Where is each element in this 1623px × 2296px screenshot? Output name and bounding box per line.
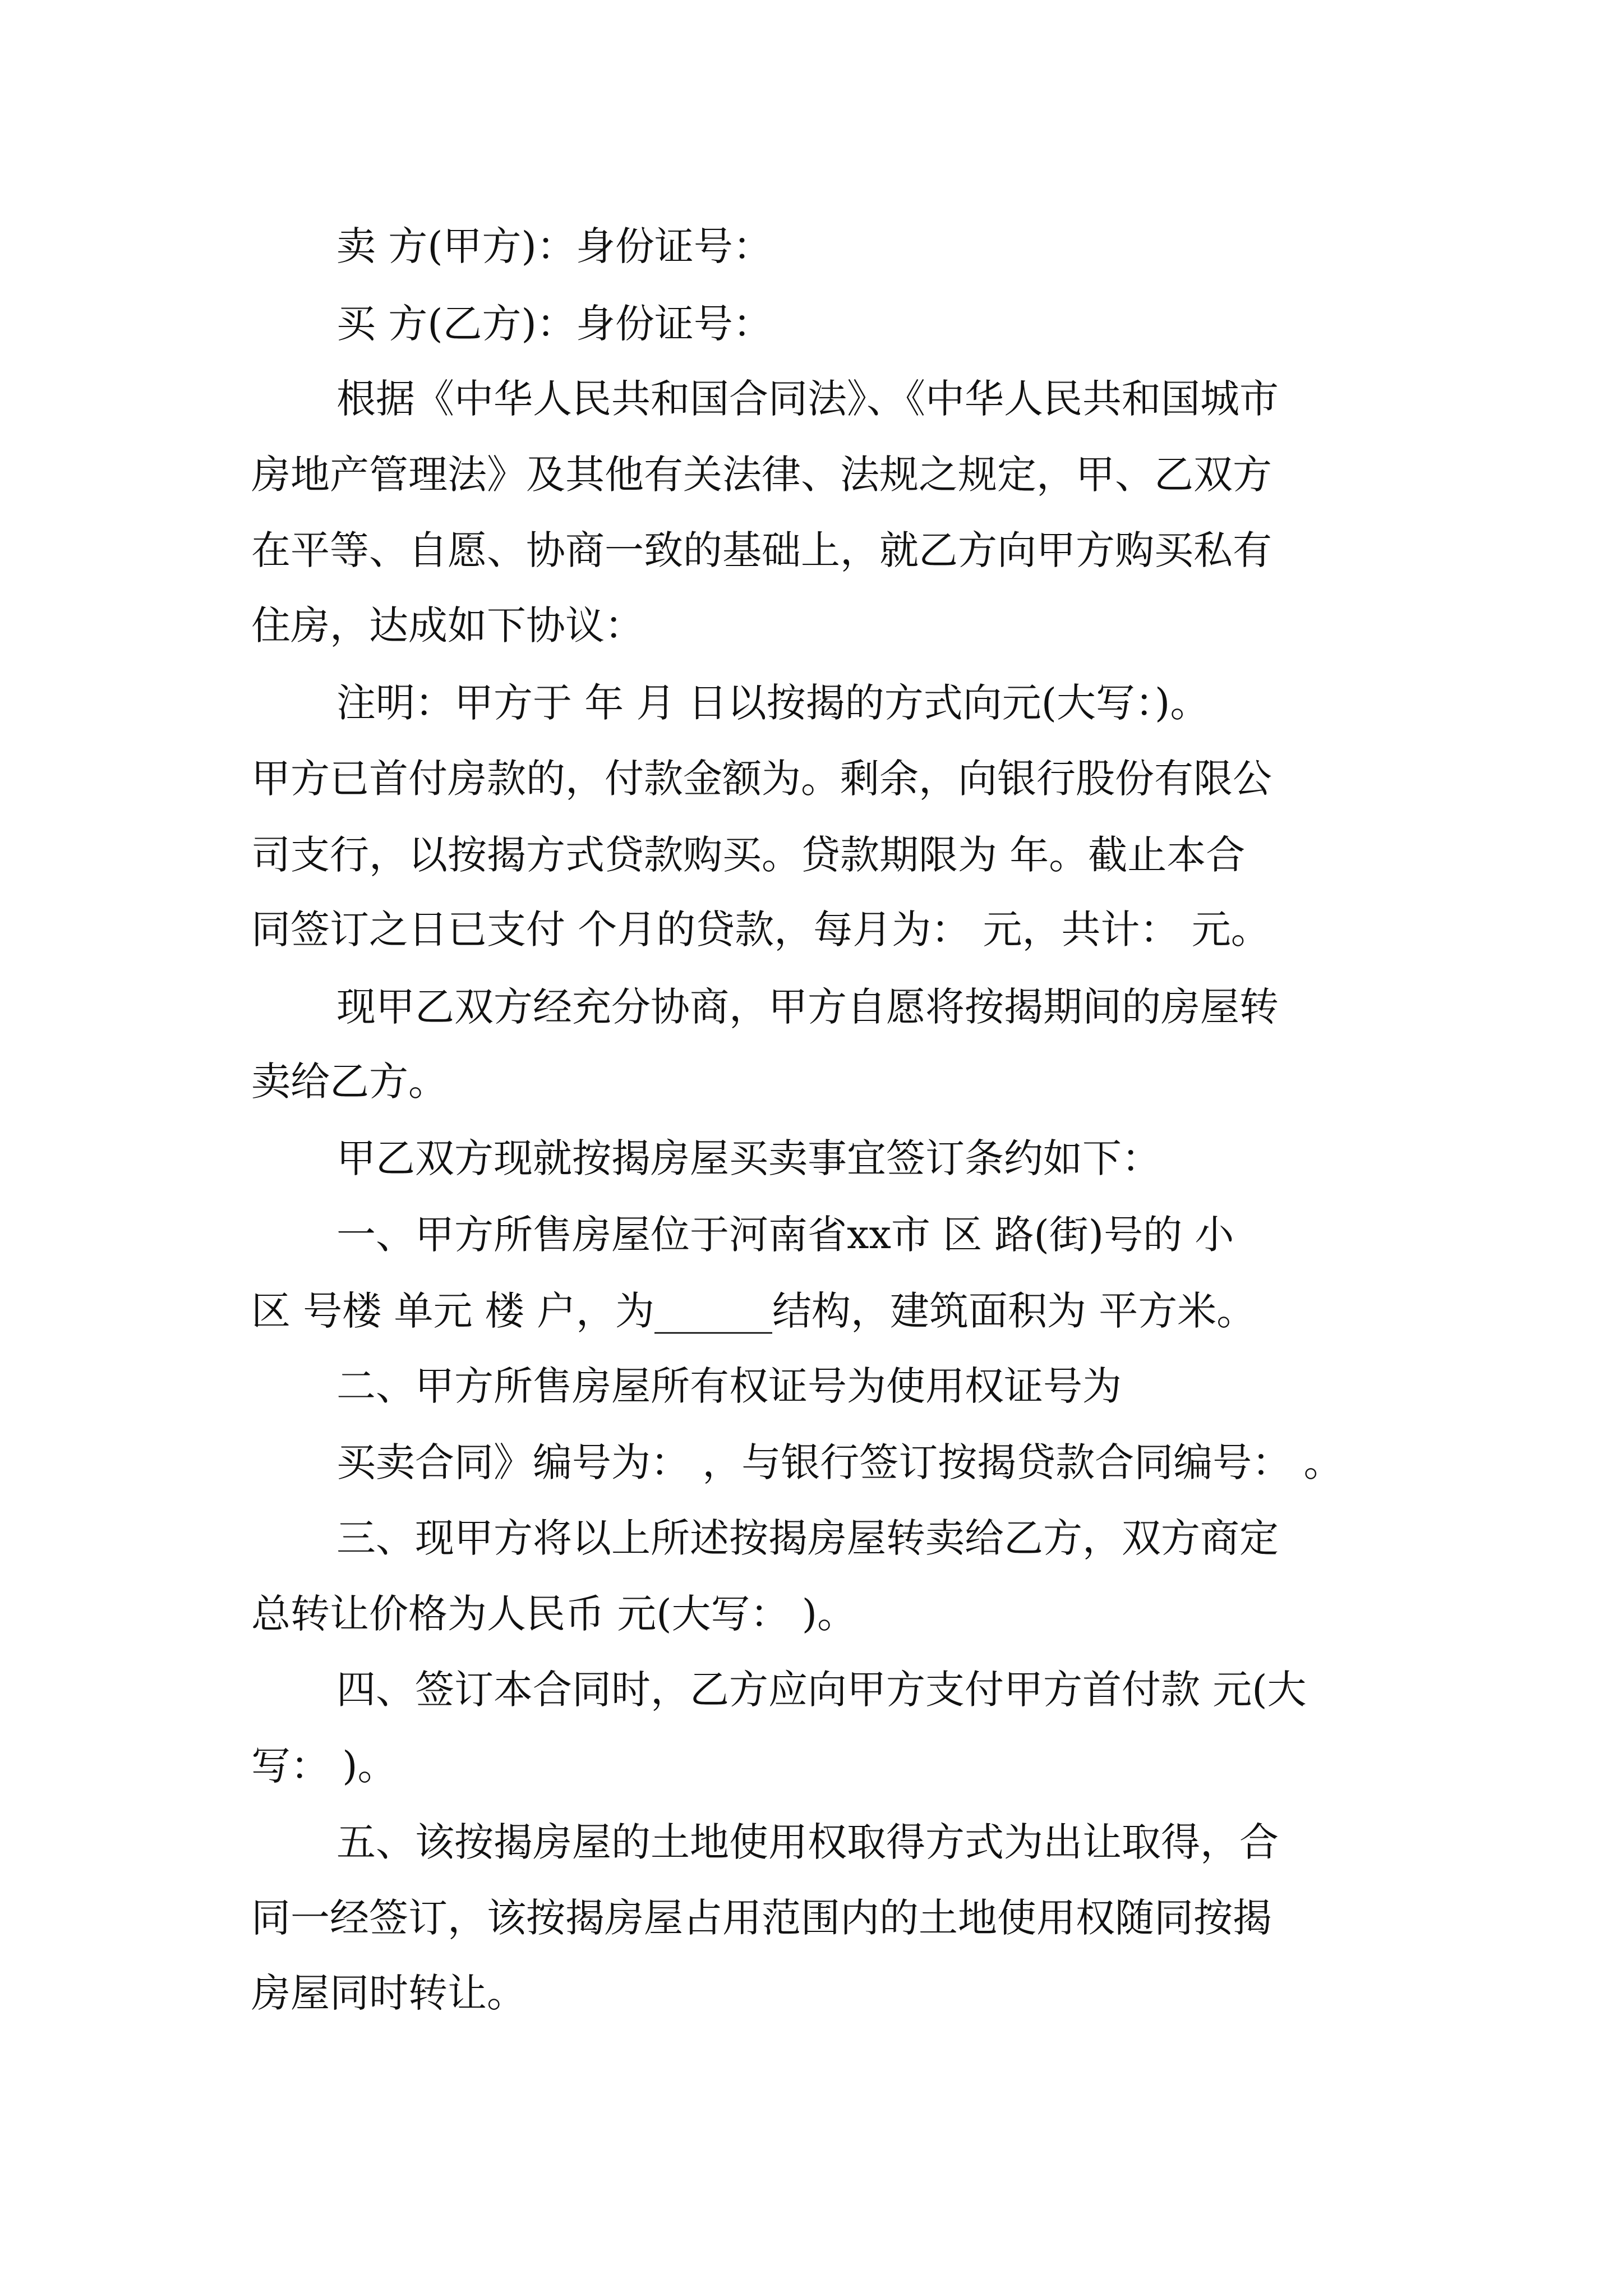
clause-1-line-2: 区 号楼 单元 楼 户，为______结构，建筑面积为 平方米。 [251, 1288, 1256, 1334]
paragraph-intro-line-2: 房地产管理法》及其他有关法律、法规之规定，甲、乙双方 [251, 452, 1272, 498]
buyer-line: 买 方(乙方)：身份证号： [336, 301, 772, 347]
clause-5-line-1: 五、该按揭房屋的土地使用权取得方式为出让取得，合 [336, 1819, 1279, 1865]
clause-3-line-2: 总转让价格为人民币 元(大写： )。 [251, 1591, 857, 1637]
paragraph-intro-line-1: 根据《中华人民共和国合同法》、《中华人民共和国城市 [336, 376, 1279, 422]
clause-4-line-1: 四、签订本合同时，乙方应向甲方支付甲方首付款 元(大 [336, 1667, 1307, 1713]
note-line-4: 同签订之日已支付 个月的贷款，每月为： 元，共计： 元。 [251, 907, 1270, 953]
clause-4-line-2: 写： )。 [251, 1743, 397, 1789]
note-line-3: 司支行，以按揭方式贷款购买。贷款期限为 年。截止本合 [251, 832, 1246, 878]
paragraph-intro-line-4: 住房，达成如下协议： [251, 602, 644, 648]
note-line-1: 注明：甲方于 年 月 日以按揭的方式向元(大写：)。 [336, 680, 1210, 726]
clause-2-line-2: 买卖合同》编号为： ，与银行签订按揭贷款合同编号： 。 [336, 1439, 1343, 1485]
clause-1-line-1: 一、甲方所售房屋位于河南省xx市 区 路(街)号的 小 [336, 1212, 1234, 1258]
clause-2-line-1: 二、甲方所售房屋所有权证号为使用权证号为 [336, 1363, 1122, 1409]
seller-line: 卖 方(甲方)：身份证号： [336, 223, 772, 269]
clause-5-line-2: 同一经签订，该按揭房屋占用范围内的土地使用权随同按揭 [251, 1895, 1272, 1941]
terms-intro-line: 甲乙双方现就按揭房屋买卖事宜签订条约如下： [336, 1135, 1161, 1181]
clause-5-line-3: 房屋同时转让。 [251, 1970, 526, 2016]
paragraph-intro-line-3: 在平等、自愿、协商一致的基础上，就乙方向甲方购买私有 [251, 527, 1272, 573]
note-line-2: 甲方已首付房款的，付款金额为。剩余，向银行股份有限公 [251, 756, 1272, 802]
agreement-line-1: 现甲乙双方经充分协商，甲方自愿将按揭期间的房屋转 [336, 984, 1279, 1030]
clause-3-line-1: 三、现甲方将以上所述按揭房屋转卖给乙方，双方商定 [336, 1515, 1279, 1561]
agreement-line-2: 卖给乙方。 [251, 1059, 448, 1105]
